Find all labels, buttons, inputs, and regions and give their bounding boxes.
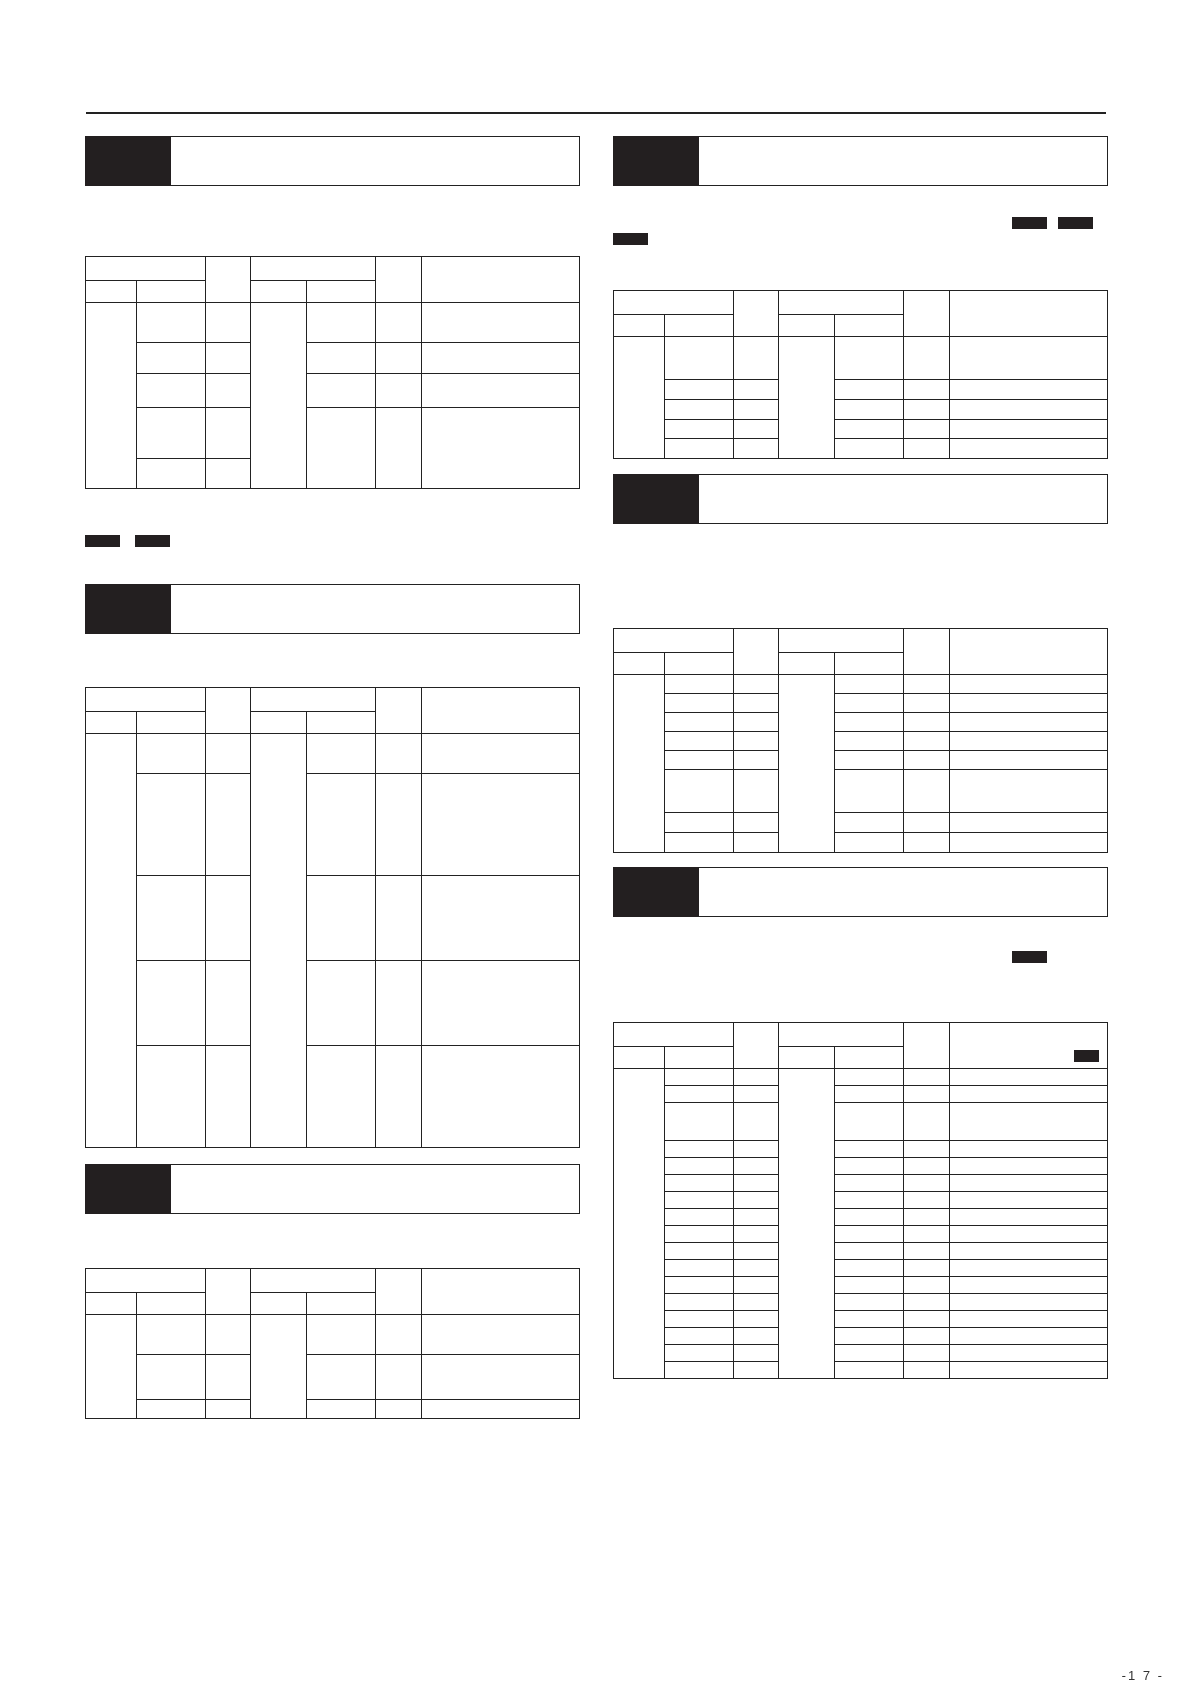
section-tab (613, 474, 699, 524)
table-right-1 (613, 290, 1108, 459)
section-header-left-2 (85, 584, 580, 634)
section-header-right-2 (613, 474, 1108, 524)
badge (85, 535, 120, 547)
top-rule (86, 112, 1106, 114)
section-header-left-1 (85, 136, 580, 186)
section-tab (85, 584, 171, 634)
table-left-2 (85, 687, 580, 1148)
section-header-right-3 (613, 867, 1108, 917)
badge (1074, 1050, 1099, 1062)
badge (1012, 217, 1047, 229)
badge (1058, 217, 1093, 229)
section-tab (85, 136, 171, 186)
table-right-3 (613, 1022, 1108, 1379)
section-tab (613, 867, 699, 917)
page-number: -1 7 - (1121, 1668, 1164, 1683)
section-header-right-1 (613, 136, 1108, 186)
badge (613, 233, 648, 245)
section-tab (85, 1164, 171, 1214)
table-left-1 (85, 256, 580, 489)
section-tab (613, 136, 699, 186)
table-right-2 (613, 628, 1108, 853)
section-header-left-3 (85, 1164, 580, 1214)
badge (1012, 951, 1047, 963)
table-left-3 (85, 1268, 580, 1419)
badge (135, 535, 170, 547)
